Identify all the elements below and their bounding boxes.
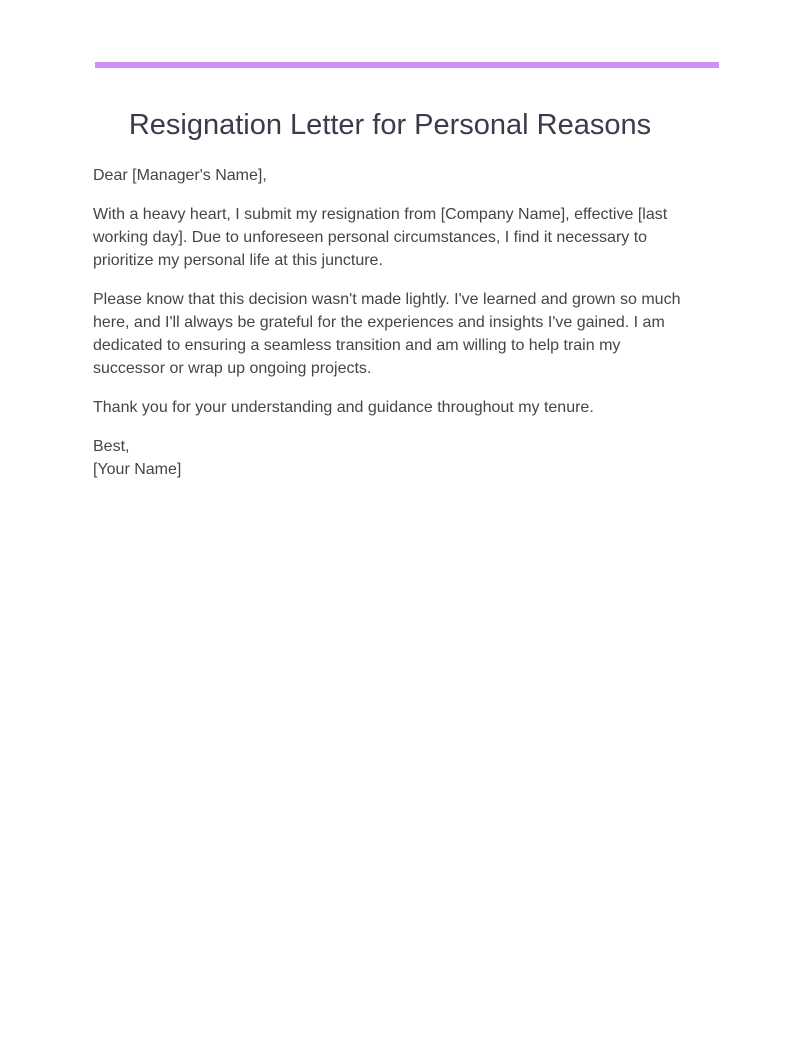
signature: [Your Name]	[93, 461, 182, 478]
paragraph: Thank you for your understanding and guidance throughout my tenure.	[93, 399, 594, 416]
paragraph: Please know that this decision wasn't made lightly. I've learned and grown so much here, and I'll always be grateful for the experiences and insights I've gained. I am dedicated to ensuring a seamless transition and am willing to help train my successor or wrap up ongoing projects.	[93, 291, 681, 377]
paragraph: With a heavy heart, I submit my resignation from [Company Name], effective [last working day]. Due to unforeseen personal circumstances, I find it necessary to prioritize my personal life at this juncture.	[93, 206, 668, 269]
document-title: Resignation Letter for Personal Reasons	[128, 109, 652, 141]
salutation: Dear [Manager's Name],	[93, 167, 267, 184]
closing: Best,	[93, 438, 130, 455]
letter-body	[93, 164, 693, 481]
accent-bar	[95, 62, 719, 68]
